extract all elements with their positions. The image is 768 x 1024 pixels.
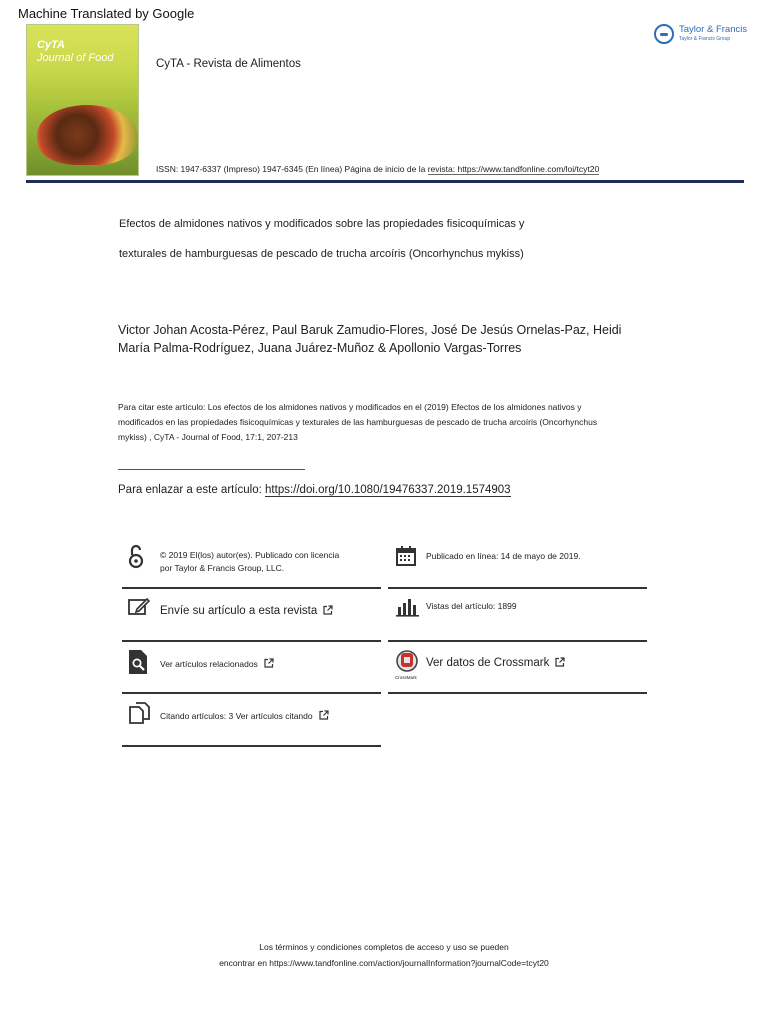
info-divider (388, 587, 647, 589)
related-articles-link[interactable] (160, 658, 274, 671)
publisher-group-name: Taylor & Francis Group (679, 36, 731, 42)
related-articles-label: Ver artículos relacionados (160, 659, 258, 669)
article-title-line-2: texturales de hamburguesas de pescado de trucha arcoíris (Oncorhynchus mykiss) (119, 248, 524, 260)
article-title-line-1: Efectos de almidones nativos y modificados sobre las propiedades fisicoquímicas y (119, 218, 525, 230)
journal-homepage-link[interactable]: revista: https://www.tandfonline.com/loi/tcyt20 (427, 164, 600, 174)
footer-terms-line-1: Los términos y condiciones completos de acceso y uso se pueden (259, 942, 509, 952)
article-views: Vistas del artículo: 1899 (426, 601, 517, 611)
submit-article-link[interactable] (160, 605, 333, 618)
citing-articles-icon[interactable] (128, 702, 152, 724)
crossmark-link[interactable] (426, 657, 565, 670)
machine-translation-banner: Machine Translated by Google (18, 6, 195, 21)
publisher-logo-icon (654, 24, 674, 44)
issn-line (156, 164, 599, 174)
info-divider (122, 692, 381, 694)
header-divider (26, 180, 744, 183)
external-link-icon (323, 605, 333, 615)
doi-link[interactable]: https://doi.org/10.1080/19476337.2019.1574903 (265, 484, 511, 496)
footer-terms-line-2[interactable]: encontrar en https://www.tandfonline.com/action/journalInformation?journalCode=tcyt20 (219, 958, 549, 968)
citing-articles-label: Citando artículos: 3 Ver artículos citando (160, 711, 313, 721)
issn-text: ISSN: 1947-6337 (Impreso) 1947-6345 (En línea) Página de inicio de la (156, 164, 428, 174)
external-link-icon (319, 710, 329, 720)
external-link-icon (264, 658, 274, 668)
publisher-logo[interactable] (654, 22, 750, 48)
citing-articles-link[interactable] (160, 710, 329, 723)
article-link-label: Para enlazar a este artículo: (118, 484, 266, 496)
license-line-1: © 2019 El(los) autor(es). Publicado con licencia (160, 550, 340, 560)
article-link-line (118, 484, 511, 496)
cover-title-journal: Journal of Food (37, 52, 114, 64)
crossmark-badge-label: CrossMark (395, 675, 417, 680)
info-divider (122, 587, 381, 589)
cover-title-cyta: CyTA (37, 39, 65, 51)
submit-article-label: Envíe su artículo a esta revista (160, 605, 318, 617)
publisher-name: Taylor & Francis (679, 24, 748, 35)
article-views-bar-chart-icon (396, 597, 420, 617)
citation-divider (118, 469, 305, 470)
submit-article-icon[interactable] (127, 597, 151, 617)
info-divider (122, 745, 381, 747)
article-authors: Victor Johan Acosta-Pérez, Paul Baruk Zamudio-Flores, José De Jesús Ornelas-Paz, Heidi María Palma-Rodríguez, Juana Juárez-Muñoz & Apollonio Vargas-Torres (118, 323, 622, 355)
info-divider (388, 640, 647, 642)
crossmark-label: Ver datos de Crossmark (426, 657, 550, 669)
cover-food-illustration (37, 105, 137, 165)
citation-text: Para citar este artículo: Los efectos de los almidones nativos y modificados en el (2019) Efectos de los almidones nativos y modificados en las propiedades fisicoquímicas y texturales de las hamburguesas de pescado de trucha arcoíris (Oncorhynchus mykiss) , CyTA - Journal of Food, 17:1, 207-213 (118, 402, 598, 442)
journal-cover-image[interactable] (26, 24, 139, 176)
open-access-icon (127, 544, 145, 570)
published-date: Publicado en línea: 14 de mayo de 2019. (426, 551, 581, 561)
info-divider (122, 640, 381, 642)
external-link-icon (555, 657, 565, 667)
license-line-2: por Taylor & Francis Group, LLC. (160, 563, 285, 573)
journal-name: CyTA - Revista de Alimentos (156, 58, 301, 70)
related-articles-search-icon[interactable] (127, 649, 149, 675)
info-divider (388, 692, 647, 694)
calendar-icon (395, 545, 417, 567)
